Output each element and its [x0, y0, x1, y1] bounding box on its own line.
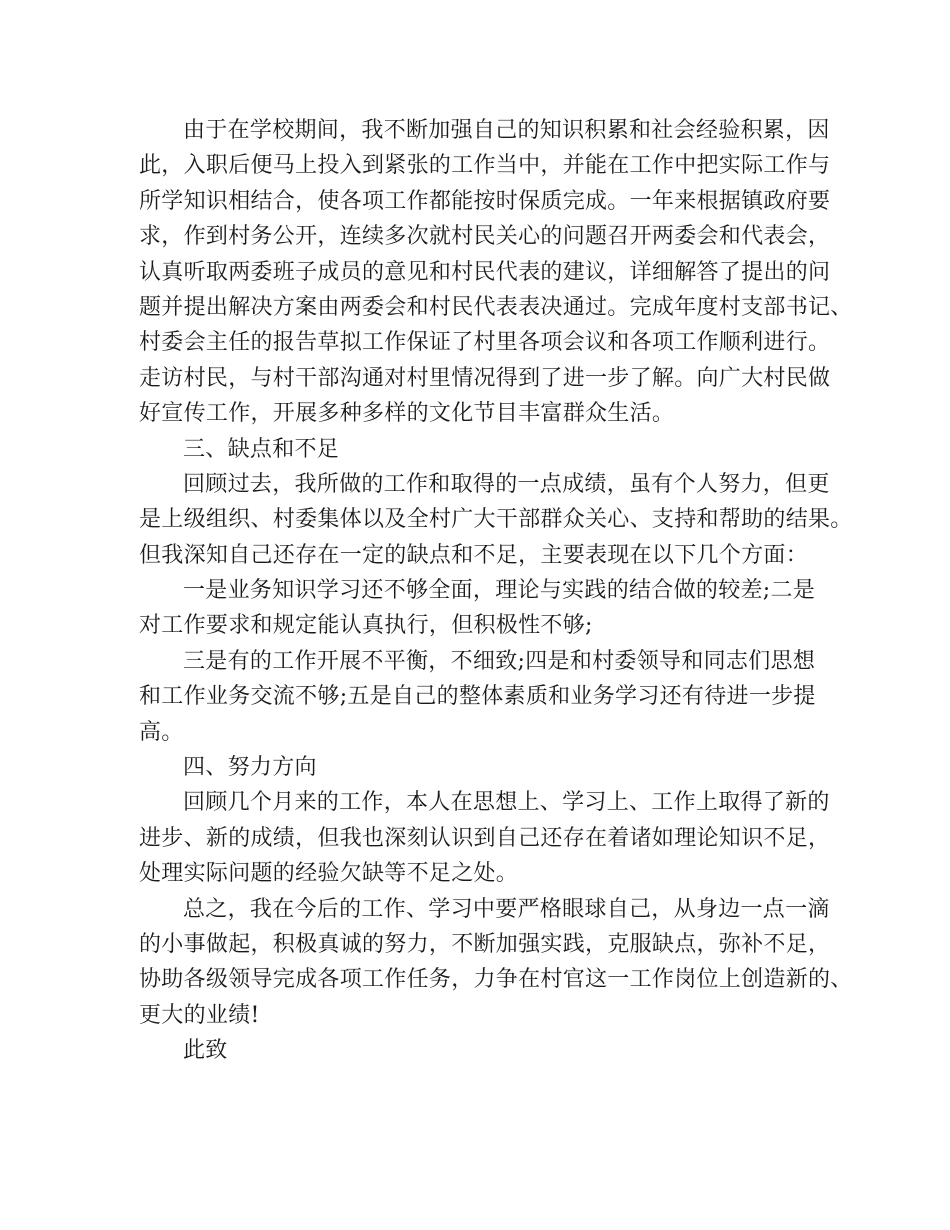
text-line: 对工作要求和规定能认真执行，但积极性不够;	[139, 613, 593, 639]
document-body	[139, 113, 853, 1069]
text-line: 是上级组织、村委集体以及全村广大干部群众关心、支持和帮助的结果。	[139, 507, 853, 533]
text-line: 回顾几个月来的工作，本人在思想上、学习上、工作上取得了新的	[183, 790, 830, 816]
text-line: 的小事做起，积极真诚的努力，不断加强实践，克服缺点，弥补不足，	[139, 931, 831, 957]
text-line: 处理实际问题的经验欠缺等不足之处。	[139, 861, 519, 887]
text-line: 题并提出解决方案由两委会和村民代表表决通过。完成年度村支部书记、	[139, 294, 853, 320]
text-line: 三是有的工作开展不平衡，不细致;四是和村委领导和同志们思想	[183, 648, 816, 674]
text-line: 但我深知自己还存在一定的缺点和不足，主要表现在以下几个方面：	[139, 542, 809, 568]
text-line: 三、缺点和不足	[183, 436, 340, 462]
text-line: 协助各级领导完成各项工作任务，力争在村官这一工作岗位上创造新的、	[139, 967, 853, 993]
text-line: 高。	[139, 719, 184, 745]
text-line: 认真听取两委班子成员的意见和村民代表的建议，详细解答了提出的问	[139, 259, 831, 285]
text-line: 求，作到村务公开，连续多次就村民关心的问题召开两委会和代表会，	[139, 224, 831, 250]
text-line: 四、努力方向	[183, 755, 317, 781]
text-line: 进步、新的成绩，但我也深刻认识到自己还存在着诸如理论知识不足，	[139, 825, 831, 851]
text-line: 由于在学校期间，我不断加强自己的知识积累和社会经验积累，因	[183, 118, 830, 143]
text-line: 此，入职后便马上投入到紧张的工作当中，并能在工作中把实际工作与	[139, 153, 831, 179]
text-line: 所学知识相结合，使各项工作都能按时保质完成。一年来根据镇政府要	[139, 188, 831, 214]
text-line: 好宣传工作，开展多种多样的文化节目丰富群众生活。	[139, 401, 675, 427]
text-line: 此致	[183, 1038, 228, 1064]
text-line: 更大的业绩!	[139, 1002, 260, 1028]
text-line: 一是业务知识学习还不够全面，理论与实践的结合做的较差;二是	[183, 578, 816, 604]
text-line: 总之，我在今后的工作、学习中要严格眼球自己，从身边一点一滴	[183, 896, 830, 922]
text-line: 和工作业务交流不够;五是自己的整体素质和业务学习还有待进一步提	[139, 684, 816, 710]
text-line: 走访村民，与村干部沟通对村里情况得到了进一步了解。向广大村民做	[139, 365, 831, 391]
text-line: 回顾过去，我所做的工作和取得的一点成绩，虽有个人努力，但更	[183, 471, 830, 497]
text-line: 村委会主任的报告草拟工作保证了村里各项会议和各项工作顺利进行。	[139, 330, 831, 356]
